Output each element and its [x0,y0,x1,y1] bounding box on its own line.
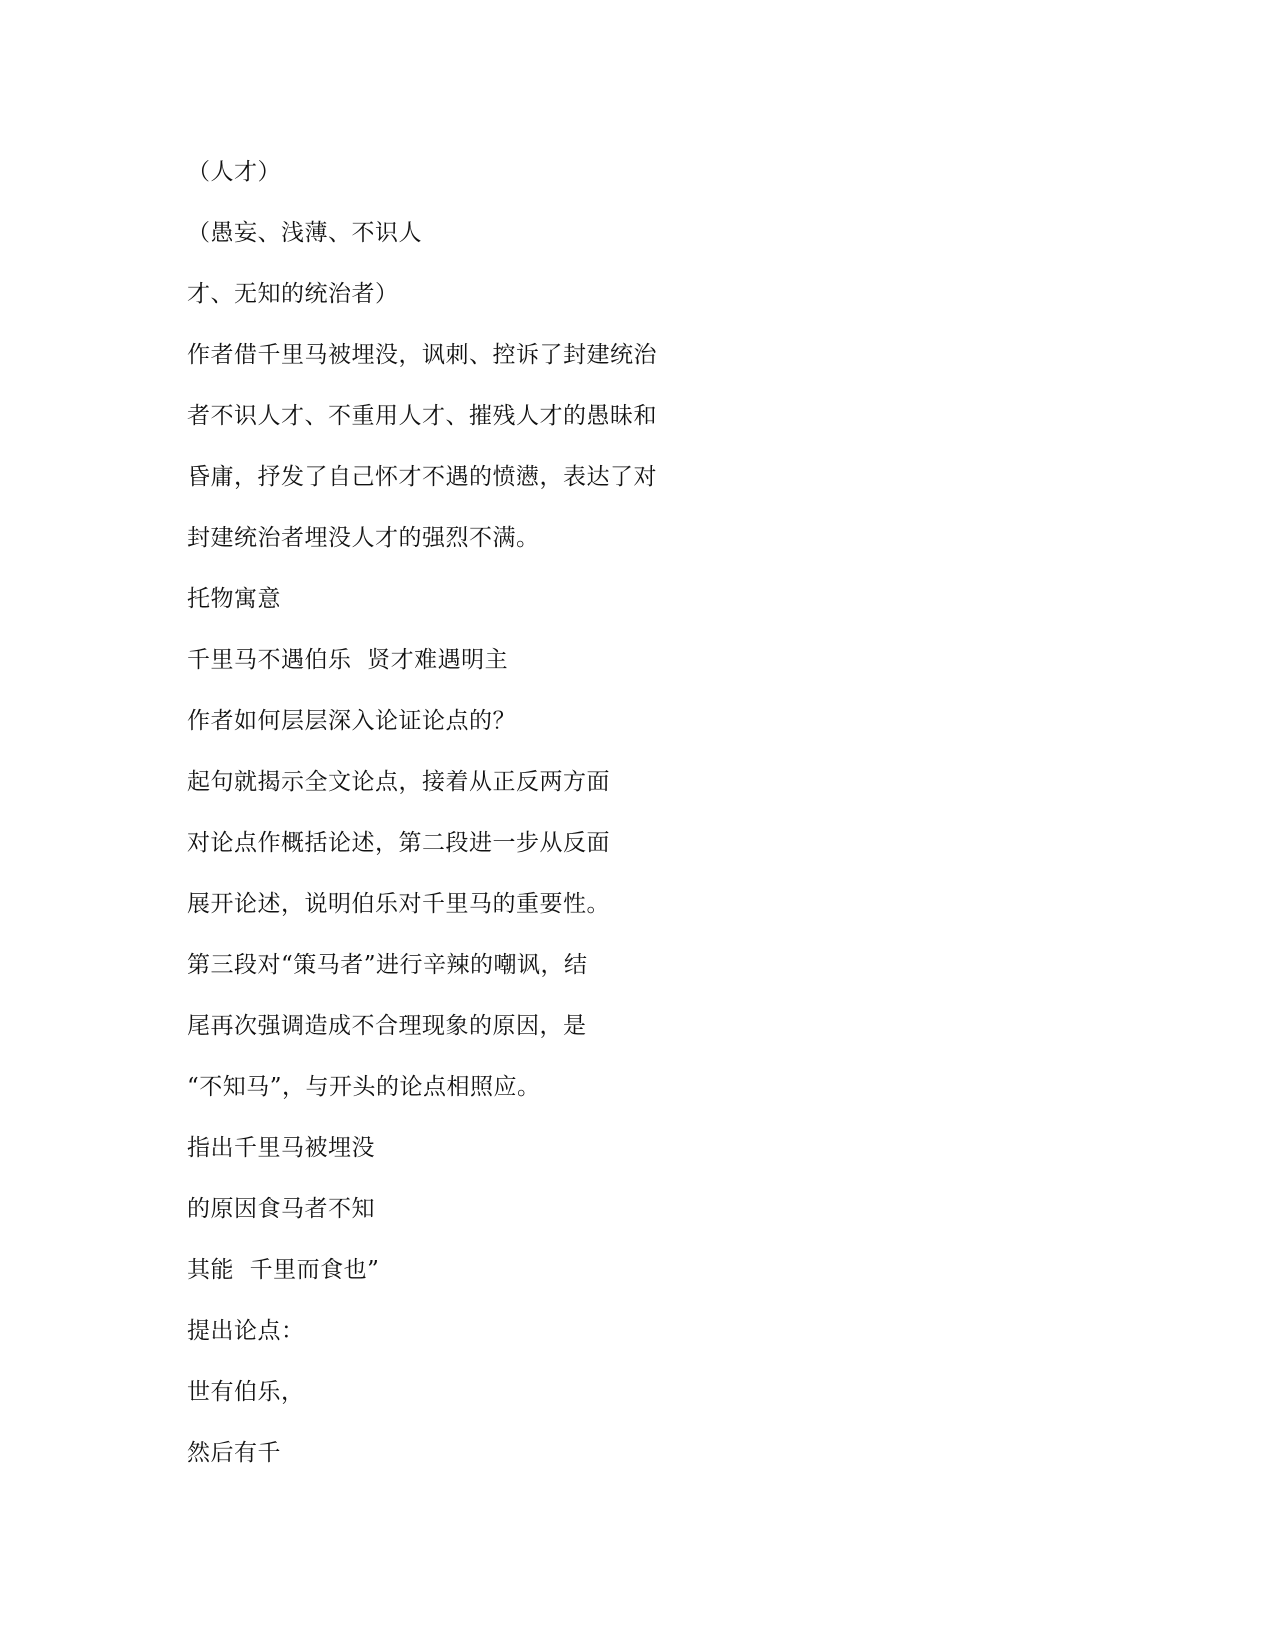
text-line: 然后有千 [187,1440,281,1466]
text-line: 指出千里马被埋没 [187,1135,375,1161]
text-line: 展开论述，说明伯乐对千里马的重要性。 [187,891,610,917]
text-line: 第三段对“策马者”进行辛辣的嘲讽，结 [187,952,588,978]
text-line: （人才） [187,159,281,185]
text-line: 者不识人才、不重用人才、摧残人才的愚昧和 [187,403,657,429]
text-line: 作者借千里马被埋没，讽刺、控诉了封建统治 [187,342,657,368]
text-line: 托物寓意 [187,586,281,612]
text-line: 千里马不遇伯乐 贤才难遇明主 [187,647,509,673]
text-line: 对论点作概括论述，第二段进一步从反面 [187,830,610,856]
text-line: 作者如何层层深入论证论点的？ [187,708,516,734]
text-line: 封建统治者埋没人才的强烈不满。 [187,525,540,551]
text-line: 其能 千里而食也” [187,1257,380,1283]
text-line: （愚妄、浅薄、不识人 [187,220,422,246]
text-line: 昏庸，抒发了自己怀才不遇的愤懑，表达了对 [187,464,657,490]
text-line: 提出论点： [187,1318,305,1344]
text-line: 尾再次强调造成不合理现象的原因，是 [187,1013,587,1039]
document-body [187,142,887,1484]
text-line: 才、无知的统治者） [187,281,399,307]
text-line: 世有伯乐， [187,1379,305,1405]
text-line: 的原因食马者不知 [187,1196,375,1222]
text-line: “不知马”，与开头的论点相照应。 [187,1074,541,1100]
text-line: 起句就揭示全文论点，接着从正反两方面 [187,769,610,795]
